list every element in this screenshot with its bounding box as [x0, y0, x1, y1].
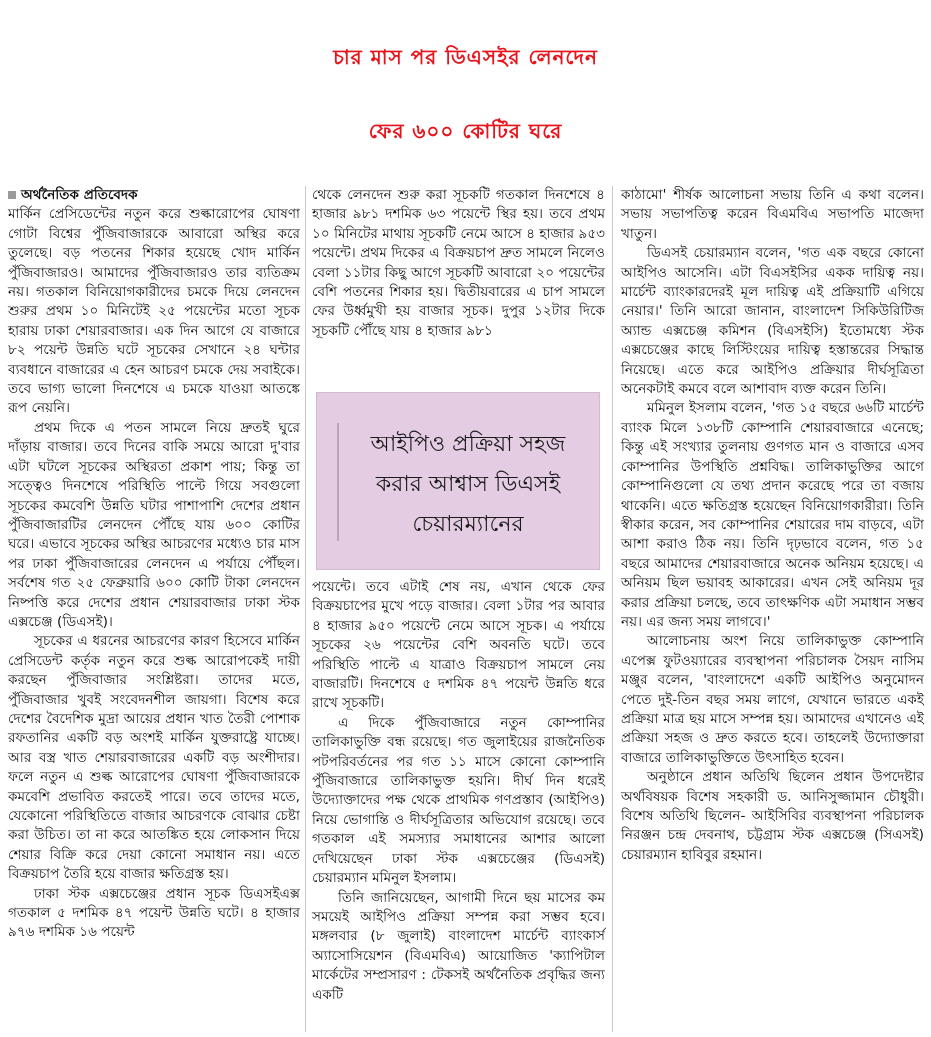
- column-divider: [612, 186, 613, 1032]
- bullet-icon: [8, 191, 16, 199]
- paragraph: তিনি জানিয়েছেন, আগামী দিনে ছয় মাসের কম সময়েই আইপিও প্রক্রিয়া সম্পন্ন করা সম্ভব হবে। মঙ্গলবার (৮ জুলাই) বাংলাদেশ মার্চেন্ট ব্যাংকার্স অ্যাসোসিয়েশন (বিএমবিএ) আয়োজিত 'ক্যাপিটাল মার্কেটের সম্প্রসারণ : টেকসই অর্থনৈতিক প্রবৃদ্ধির জন্য একটি: [312, 889, 605, 1003]
- article-column-2-top: [312, 186, 605, 341]
- paragraph: প্রথম দিকে এ পতন সামলে নিয়ে দ্রুতই ঘুরে দাঁড়ায় বাজার। তবে দিনের বাকি সময়ে আরো দু'বার এটা ঘটলে সূচকের অস্থিরতা প্রকাশ পায়; কিন্তু তা সত্ত্বেও দিনশেষে পরিস্থিতি পাল্টে গিয়ে সবগুলো সূচকের কমবেশি উন্নতি ঘটার পাশাপাশি দেশের প্রধান পুঁজিবাজারটির লেনদেন পৌঁছে যায় ৬০০ কোটির ঘরে। এভাবে সূচকের অস্থির আচরণের মধ্যেও চার মাস পর ঢাকা পুঁজিবাজারের লেনদেন এ পর্যায়ে পৌঁছল। সর্বশেষ গত ২৫ ফেব্রুয়ারি ৬০০ কোটি টাকা লেনদেন নিষ্পত্তি করে দেশের প্রধান শেয়ারবাজার ঢাকা স্টক এক্সচেঞ্জ (ডিএসই)।: [8, 419, 300, 630]
- paragraph: অনুষ্ঠানে প্রধান অতিথি ছিলেন প্রধান উপদেষ্টার অর্থবিষয়ক বিশেষ সহকারী ড. আনিসুজ্জামান চৌধুরী। বিশেষ অতিথি ছিলেন- আইসিবির ব্যবস্থাপনা পরিচালক নিরঞ্জন চন্দ্র দেবনাথ, চট্টগ্রাম স্টক এক্সচেঞ্জ (সিএসই) চেয়ারম্যান হাবিবুর রহমান।: [621, 769, 924, 863]
- pull-quote-box: [316, 392, 600, 570]
- article-column-1: [8, 186, 300, 943]
- paragraph: কাঠামো' শীর্ষক আলোচনা সভায় তিনি এ কথা বলেন। সভায় সভাপতিত্ব করেন বিএমবিএ সভাপতি মাজেদা খাতুন।: [621, 187, 924, 242]
- paragraph: সূচকের এ ধরনের আচরণের কারণ হিসেবে মার্কিন প্রেসিডেন্ট কর্তৃক নতুন করে শুল্ক আরোপকেই দায়ী করছেন পুঁজিবাজার সংশ্লিষ্টরা। তাদের মতে, পুঁজিবাজার খুবই সংবেদনশীল জায়গা। বিশেষ করে দেশের বৈদেশিক মুদ্রা আয়ের প্রধান খাত তৈরী পোশাক রফতানির একটি বড় অংশই মার্কিন যুক্তরাষ্ট্রে যাচ্ছে। আর বস্ত্র খাত শেয়ারবাজারের একটি বড় অংশীদার। ফলে নতুন এ শুল্ক আরোপের ঘোষণা পুঁজিবাজারকে কমবেশি প্রভাবিত করতেই পারে। তবে তাদের মতে, যেকোনো পরিস্থিতিতে বাজার আচরণকে বোঝার চেষ্টা করা উচিত। তা না করে আতঙ্কিত হয়ে লোকসান দিয়ে শেয়ার বিক্রি করে দেয়া কোনো সমাধান নয়। এতে বিক্রয়চাপ তৈরি হয়ে বাজার ক্ষতিগ্রস্ত হয়।: [8, 633, 300, 883]
- pull-quote-text: আইপিও প্রক্রিয়া সহজ করার আশ্বাস ডিএসই চেয়ারম্যানের: [370, 432, 566, 537]
- paragraph: মার্কিন প্রেসিডেন্টের নতুন করে শুল্কারোপের ঘোষণা গোটা বিশ্বের পুঁজিবাজারকে আবারো অস্থির করে তুলেছে। বড় পতনের শিকার হয়েছে খোদ মার্কিন পুঁজিবাজারও। আমাদের পুঁজিবাজারও তার ব্যতিক্রম নয়। গতকাল বিনিয়োগকারীদের চমকে দিয়ে লেনদেন শুরুর প্রথম ১০ মিনিটেই ২৫ পয়েন্টের মতো সূচক হারায় ঢাকা শেয়ারবাজার। এক দিন আগে যে বাজারে ৮২ পয়েন্ট উন্নতি ঘটে সূচকের সেখানে ২৪ ঘন্টার ব্যবধানে বাজারের এ হেন আচরণ চমকে দেয় সবাইকে। তবে ভাগ্য ভালো দিনশেষে এ চমকে যাওয়া আতঙ্কে রূপ নেয়নি।: [8, 206, 300, 417]
- paragraph: ঢাকা স্টক এক্সচেঞ্জের প্রধান সূচক ডিএসইএক্স গতকাল ৫ দশমিক ৪৭ পয়েন্ট উন্নতি ঘটে। ৪ হাজার ৯৭৬ দশমিক ১৬ পয়েন্ট: [8, 885, 300, 941]
- paragraph: ডিএসই চেয়ারম্যান বলেন, 'গত এক বছরে কোনো আইপিও আসেনি। এটা বিএসইসির একক দায়িত্ব নয়। মার্চেন্ট ব্যাংকারদেরই মূল দায়িত্ব এই প্রক্রিয়াটি এগিয়ে নেয়ার।' তিনি আরো জানান, বাংলাদেশ সিকিউরিটিজ অ্যান্ড এক্সচেঞ্জ কমিশন (বিএসইসি) ইতোমধ্যে স্টক এক্সচেঞ্জের কাছে লিস্টিংয়ের দায়িত্ব হস্তান্তরের সিদ্ধান্ত নিয়েছে। এতে করে আইপিও প্রক্রিয়ার দীর্ঘসূত্রিতা অনেকটাই কমবে বলে আশাবাদ ব্যক্ত করেন তিনি।: [621, 245, 924, 398]
- headline-line-1: চার মাস পর ডিএসইর লেনদেন: [333, 45, 598, 69]
- paragraph: পয়েন্টে। তবে এটাই শেষ নয়, এখান থেকে ফের বিক্রয়চাপের মুখে পড়ে বাজার। বেলা ১টার পর আবার ৪ হাজার ৯৫০ পয়েন্টে নেমে আসে সূচক। এ পর্যায়ে সূচকের ২৬ পয়েন্টের বেশি অবনতি ঘটে। তবে পরিস্থিতি পাল্টে এ যাত্রাও বিক্রয়চাপ সামলে নেয় বাজারটি। দিনশেষে ৫ দশমিক ৪৭ পয়েন্ট উন্নতি ধরে রাখে সূচকটি।: [312, 579, 605, 712]
- paragraph: থেকে লেনদেন শুরু করা সূচকটি গতকাল দিনশেষে ৪ হাজার ৯৮১ দশমিক ৬৩ পয়েন্টে স্থির হয়। তবে প্রথম ১০ মিনিটের মাথায় সূচকটি নেমে আসে ৪ হাজার ৯৫৩ পয়েন্টে। প্রথম দিকের এ বিক্রয়চাপ দ্রুত সামলে নিলেও বেলা ১১টার কিছু আগে সূচকটি আবারো ২০ পয়েন্টের বেশি পতনের শিকার হয়। দ্বিতীয়বারের এ চাপ সামলে ফের উর্ধ্বমুখী হয় বাজার সূচক। দুপুর ১২টার দিকে সূচকটি পৌঁছে যায় ৪ হাজার ৯৮১: [312, 187, 605, 339]
- column-divider: [305, 186, 306, 1032]
- article-column-3: [621, 186, 924, 865]
- byline-text: অর্থনৈতিক প্রতিবেদক: [21, 187, 138, 203]
- byline: [8, 186, 300, 205]
- article-column-2-bottom: [312, 578, 605, 1005]
- headline-line-2: ফের ৬০০ কোটির ঘরে: [368, 119, 563, 143]
- paragraph: মমিনুল ইসলাম বলেন, 'গত ১৫ বছরে ৬৬টি মার্চেন্ট ব্যাংক মিলে ১৩৮টি কোম্পানি শেয়ারবাজারে এনেছে; কিন্তু এই সংখ্যার তুলনায় গুণগত মান ও বাজারে এসব কোম্পানির উপস্থিতি প্রশ্নবিদ্ধ। তালিকাভুক্তির আগে কোম্পানিগুলো যে তথ্য প্রদান করেছে পরে তা বজায় থাকেনি। এতে ক্ষতিগ্রস্ত হয়েছেন বিনিয়োগকারীরা। তিনি স্বীকার করেন, সব কোম্পানির শেয়ারের দাম বাড়বে, এটা আশা করাও ঠিক নয়। তিনি দৃঢ়ভাবে বলেন, গত ১৫ বছরে আমাদের শেয়ারবাজারে অনেক অনিয়ম হয়েছে। এ অনিয়ম ছিল ভয়াবহ আকারের। এখন সেই অনিয়ম দূর করার প্রক্রিয়া চলছে, তবে তাৎক্ষণিক এটা সমাধান সম্ভব নয়। এর জন্য সময় লাগবে।': [621, 400, 924, 630]
- paragraph: এ দিকে পুঁজিবাজারে নতুন কোম্পানির তালিকাভুক্তি বন্ধ রয়েছে। গত জুলাইয়ের রাজনৈতিক পটপরিবর্তনের পর গত ১১ মাসে কোনো কোম্পানি পুঁজিবাজারে তালিকাভুক্ত হয়নি। দীর্ঘ দিন ধরেই উদ্যোক্তাদের পক্ষ থেকে প্রাথমিক গণপ্রস্তাব (আইপিও) নিয়ে ভোগান্তি ও দীর্ঘসূত্রিতার অভিযোগ রয়েছে। তবে গতকাল এই সমস্যার সমাধানের আশার আলো দেখিয়েছেন ঢাকা স্টক এক্সচেঞ্জের (ডিএসই) চেয়ারম্যান মমিনুল ইসলাম।: [312, 714, 605, 887]
- paragraph: আলোচনায় অংশ নিয়ে তালিকাভুক্ত কোম্পানি এপেক্স ফুটওয়্যারের ব্যবস্থাপনা পরিচালক সৈয়দ নাসিম মঞ্জুর বলেন, 'বাংলাদেশে একটি আইপিও অনুমোদন পেতে দুই-তিন বছর সময় লাগে, যেখানে ভারতে একই প্রক্রিয়া মাত্র ছয় মাসে সম্পন্ন হয়। আমাদের এখানেও এই প্রক্রিয়া সহজ ও দ্রুত করতে হবে। তাহলেই উদ্যোক্তারা বাজারে তালিকাভুক্তিতে উৎসাহিত হবেন।: [621, 633, 924, 766]
